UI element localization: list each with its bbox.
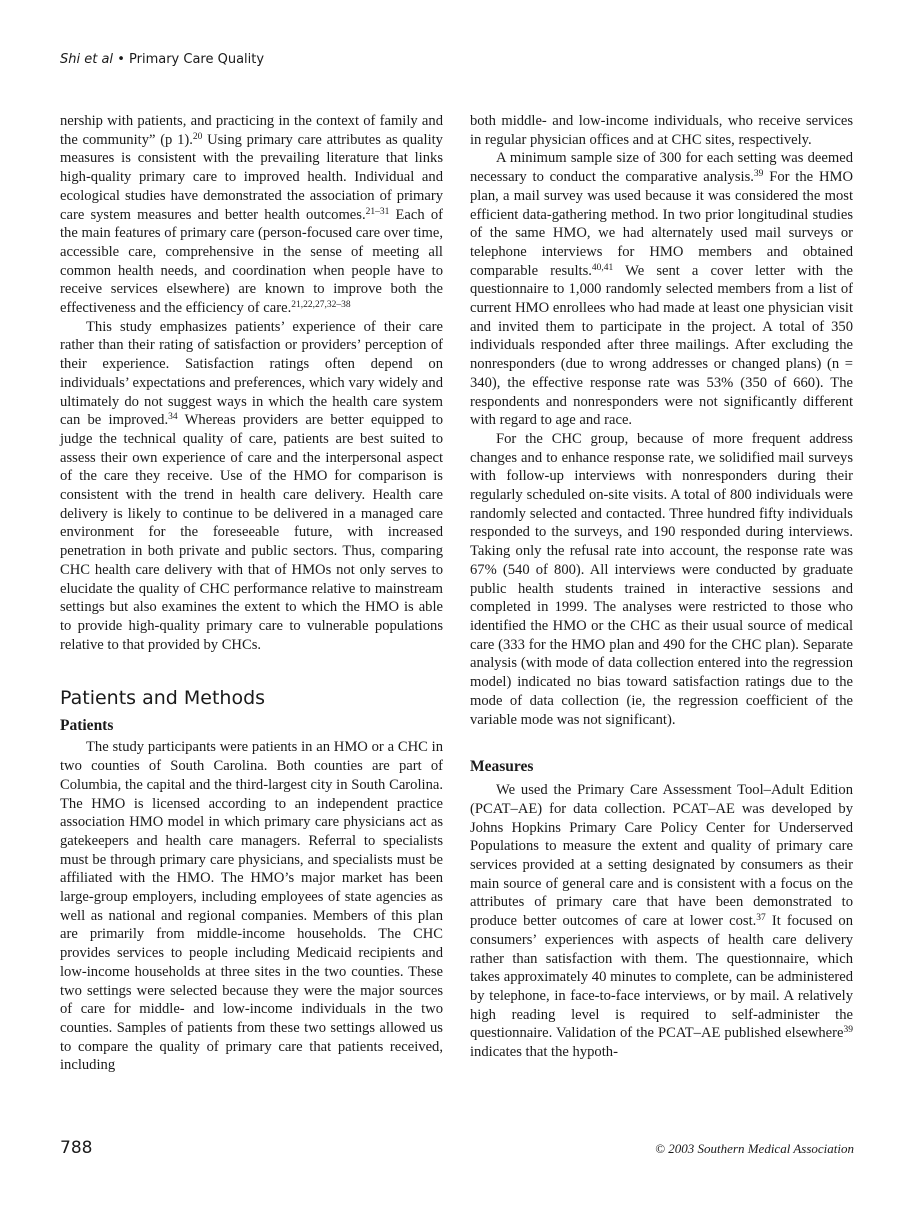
text-run: It focused on consumers’ experiences with aspects of health care delivery rather than satisfaction with them. The questionnaire, which takes approximately 40 minutes to complete, can be administered by telephone, in face-to-face interviews, or by mail. A relatively high reading level is required to self-administer the questionnaire. Validation of the PCAT–AE published elsewhere	[470, 913, 853, 1042]
text-run: This study emphasizes patients’ experience of their care rather than their rating of satisfaction or providers’ perception of their experience. Satisfaction ratings often depend on individuals’ expectations and preferences, which vary widely and ultimately do not suggest ways in which the health care system can be improved.	[60, 318, 443, 429]
subsection-heading: Patients	[60, 717, 114, 735]
right-column	[470, 112, 853, 1062]
citation-superscript: 34	[168, 412, 178, 423]
paragraph	[470, 781, 853, 1062]
paragraph: The study participants were patients in an HMO or a CHC in two counties of South Carolina. Both counties are part of Columbia, the capital and the third-largest city in South Carolina. The HMO is licensed according to an independent practice association HMO model in which primary care physicians act as gatekeepers and health care managers. Referral to specialists must be through primary care physicians, and specialists must be affiliated with the HMO. The HMO’s major market has been large-group employers, including employees of state agencies as well as national and regional companies. Members of this plan are primarily from middle-income households. The CHC provides services to people including Medicaid recipients and low-income households at three sites in the two counties. These two settings were selected because they were the major sources of care for middle- and low-income individuals in the two counties. Samples of patients from these two settings allowed us to compare the quality of primary care that patients received, including	[60, 739, 443, 1074]
running-head-title: Primary Care Quality	[129, 52, 265, 67]
paragraph: both middle- and low-income individuals, who receive services in regular physician offices and at CHC sites, respectively.	[470, 113, 853, 148]
text-run: indicates that the hypoth-	[470, 1044, 618, 1061]
citation-superscript: 39	[753, 169, 764, 180]
copyright-notice: © 2003 Southern Medical Association	[655, 1141, 854, 1156]
text-run: A minimum sample size of 300 for each setting was deemed necessary to conduct the comparative analysis.	[470, 150, 853, 186]
citation-superscript: 39	[843, 1025, 853, 1036]
citation-superscript: 21–31	[365, 206, 390, 217]
running-head	[60, 52, 264, 67]
citation-superscript: 21,22,27,32–38	[291, 300, 351, 311]
text-run: We used the Primary Care Assessment Tool–Adult Edition (PCAT–AE) for data collection. PCAT–AE was developed by Johns Hopkins Primary Care Policy Center for Underserved Populations to measure the extent and quality of primary care services provided at a setting designated by consumers as their main source of general care and is consistent with a focus on the attributes of primary care that have been demonstrated to produce better outcomes of care at lower cost.	[470, 782, 853, 930]
citation-superscript: 40,41	[591, 262, 614, 273]
section-heading: Patients and Methods	[60, 687, 266, 710]
paragraph	[60, 112, 443, 318]
text-run: Using primary care attributes as quality measures is consistent with the prevailing literature that links high-quality primary care to improved health. Individual and ecological studies have demonstrated the association of primary care system measures and better health outcomes.	[60, 131, 443, 223]
running-head-separator: •	[117, 52, 125, 67]
text-run: Each of the main features of primary care (person-focused care over time, accessible care, comprehensive in the sense of meeting all common health needs, and coordination when people have to receive services elsewhere) are known to improve both the effectiveness and the efficiency of care.	[60, 206, 443, 317]
left-column	[60, 112, 443, 1075]
subsection-heading: Measures	[470, 758, 534, 776]
page-number: 788	[60, 1138, 93, 1158]
text-run: We sent a cover letter with the questionnaire to 1,000 randomly selected members from a list of current HMO enrollees who had made at least one physician visit and invited them to participate in the project. A total of 350 individuals responded after three mailings. After excluding the nonresponders (due to wrong addresses or changed plans) (n = 340), the effective response rate was 53% (350 of 660). The respondents and nonresponders were not significantly different with regard to age and race.	[470, 262, 853, 429]
text-run: nership with patients, and practicing in the context of family and the community” (p 1).	[60, 113, 443, 148]
paragraph	[60, 318, 443, 655]
text-run: For the HMO plan, a mail survey was used because it was considered the most efficient data-gathering method. In two prior longitudinal studies of the same HMO, we had alternately used mail surveys or telephone interviews for HMO members and obtained comparable results.	[470, 169, 853, 279]
text-run: Whereas providers are better equipped to judge the technical quality of care, patients are best suited to assess their own experience of care and the interpersonal aspect of the care they receive. Use of the HMO for comparison is consistent with the trend in health care delivery. Health care delivery is likely to continue to be delivered in a managed care environment for the foreseeable future, with increased penetration in both private and public sectors. Thus, comparing CHC health care delivery with that of HMOs not only serves to elucidate the quality of CHC performance relative to mainstream settings but also examines the extent to which the HMO is able to provide high-quality primary care to vulnerable populations relative to that provided by CHCs.	[60, 412, 444, 653]
citation-superscript: 37	[756, 913, 766, 924]
paragraph: For the CHC group, because of more frequent address changes and to enhance response rate, we solidified mail surveys with follow-up interviews with nonresponders during their regularly scheduled on-site visits. A total of 800 individuals were randomly selected and contacted. Three hundred fifty individuals responded to the surveys, and 190 responded during interviews. Taking only the refusal rate into account, the response rate was 67% (540 of 800). All interviews were conducted by graduate public health students trained in interactive sessions and completed in 1999. The analyses were restricted to those who identified the HMO or the CHC as their usual source of medical care (333 for the HMO plan and 490 for the CHC plan). Separate analysis (with mode of data collection entered into the regression model) indicated no bias toward satisfaction ratings due to the mode of data collection (ie, the regression coefficient of the variable mode was not significant).	[470, 430, 853, 728]
paragraph	[470, 149, 853, 430]
citation-superscript: 20	[192, 131, 203, 142]
running-head-author: Shi et al	[60, 52, 114, 67]
